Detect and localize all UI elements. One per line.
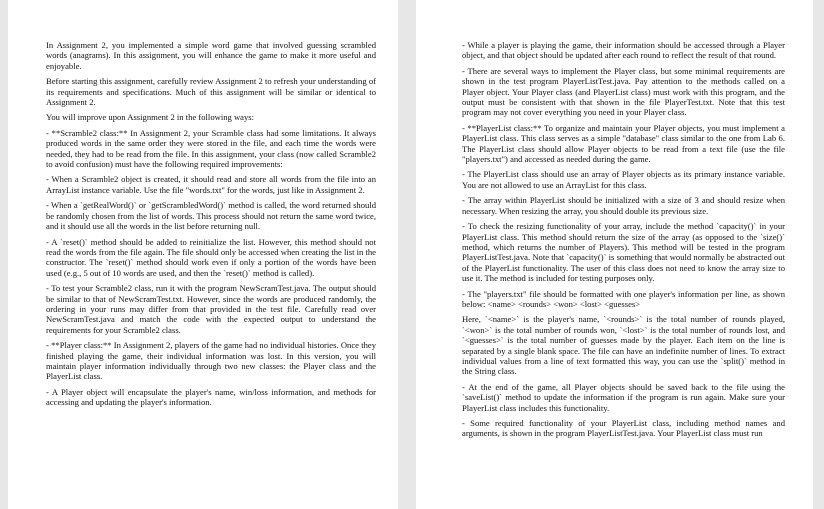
document-page-left	[8, 0, 398, 509]
paragraph: - To check the resizing functionality of your array, include the method `capacity()` in your PlayerList class. This method should return the size of the array (as opposed to the `size()` method, which returns the number of Players). This method will be tested in the program PlayerListTest.java. Note that `capacity()` is something that would normally be abstracted out of the PlayerList functionality. The user of this class does not need to know the array size to use it. The method is included for testing purposes only.	[462, 221, 785, 284]
paragraph: - When a `getRealWord()` or `getScrambledWord()` method is called, the word returned should be randomly chosen from the list of words. This process should not return the same word twice, and it should use all the words in the list before returning null.	[46, 200, 376, 232]
paragraph: - The "players.txt" file should be formatted with one player's information per line, as shown below: <name> <rounds> <won> <lost> <guesses>	[462, 288, 785, 309]
paragraph: - **Scramble2 class:** In Assignment 2, your Scramble class had some limitations. It always produced words in the same order they were stored in the file, and each time the words were needed, they had to be read from the file. In this assignment, your class (now called Scramble2 to avoid confusion) must have the following required improvements:	[46, 127, 376, 170]
document-page-right	[416, 0, 813, 509]
paragraph: - The array within PlayerList should be initialized with a size of 3 and should resize when necessary. When resizing the array, you should double its previous size.	[462, 195, 785, 216]
paragraph: - There are several ways to implement the Player class, but some minimal requirements are shown in the test program PlayerListTest.java. Pay attention to the methods called on a Player object. Your Player class (and PlayerList class) must work with this program, and the output must be consistent with that shown in the file PlayerTest.txt. Note that this test program may not cover everything you need in your Player class.	[462, 65, 785, 118]
paragraph: - The PlayerList class should use an array of Player objects as its primary instance variable. You are not allowed to use an ArrayList for this class.	[462, 169, 785, 190]
paragraph: - When a Scramble2 object is created, it should read and store all words from the file into an ArrayList instance variable. Use the file "words.txt" for the words, just like in Assignment 2.	[46, 174, 376, 195]
paragraph: - Some required functionality of your PlayerList class, including method names and arguments, is shown in the program PlayerListTest.java. Your PlayerList class must run	[462, 418, 785, 439]
paragraph: You will improve upon Assignment 2 in the following ways:	[46, 112, 255, 123]
paragraph: - **Player class:** In Assignment 2, players of the game had no individual histories. Once they finished playing the game, their individual information was lost. In this version, you will maintain player information individually through two new classes: the Player class and the PlayerList class.	[46, 340, 376, 382]
paragraph: Here, `<name>` is the player's name, `<rounds>` is the total number of rounds played, `<won>` is the total number of rounds won, `<lost>` is the total number of rounds lost, and `<guesses>` is the total number of guesses made by the player. Each item on the line is separated by a single blank space. The file can have an indefinite number of lines. To extract individual values from a line of text formatted this way, you can use the `split()` method in the String class.	[462, 314, 785, 377]
paragraph: Before starting this assignment, carefully review Assignment 2 to refresh your understanding of its requirements and specifications. Much of this assignment will be similar or identical to Assignment 2.	[46, 76, 376, 108]
paragraph: - To test your Scramble2 class, run it with the program NewScramTest.java. The output should be similar to that of NewScramTest.txt. However, since the words are produced randomly, the ordering in your runs may differ from that provided in the test file. Carefully read over NewScramTest.java and match the code with the expected output to understand the requirements for your Scramble2 class.	[46, 283, 376, 335]
paragraph: - While a player is playing the game, their information should be accessed through a Player object, and that object should be updated after each round to reflect the result of that round.	[462, 40, 785, 61]
paragraph: - A `reset()` method should be added to reinitialize the list. However, this method should not read the words from the file again. The file should only be accessed when creating the list in the constructor. The `reset()` method should work even if only a portion of the words have been used (e.g., 5 out of 10 words are used, and then the `reset()` method is called).	[46, 236, 376, 278]
paragraph: - A Player object will encapsulate the player's name, win/loss information, and methods for accessing and updating the player's information.	[46, 386, 376, 408]
paragraph: - At the end of the game, all Player objects should be saved back to the file using the `saveList()` method to update the information if the program is run again. Make sure your PlayerList class includes this functionality.	[462, 381, 785, 413]
paragraph: - **PlayerList class:** To organize and maintain your Player objects, you must implement a PlayerList class. This class serves as a simple "database" class similar to the one from Lab 6. The PlayerList class should allow Player objects to be read from a text file (use the file "players.txt") and accessed as needed during the game.	[462, 122, 785, 165]
paragraph: In Assignment 2, you implemented a simple word game that involved guessing scrambled words (anagrams). In this assignment, you will enhance the game to make it more useful and enjoyable.	[46, 40, 376, 71]
